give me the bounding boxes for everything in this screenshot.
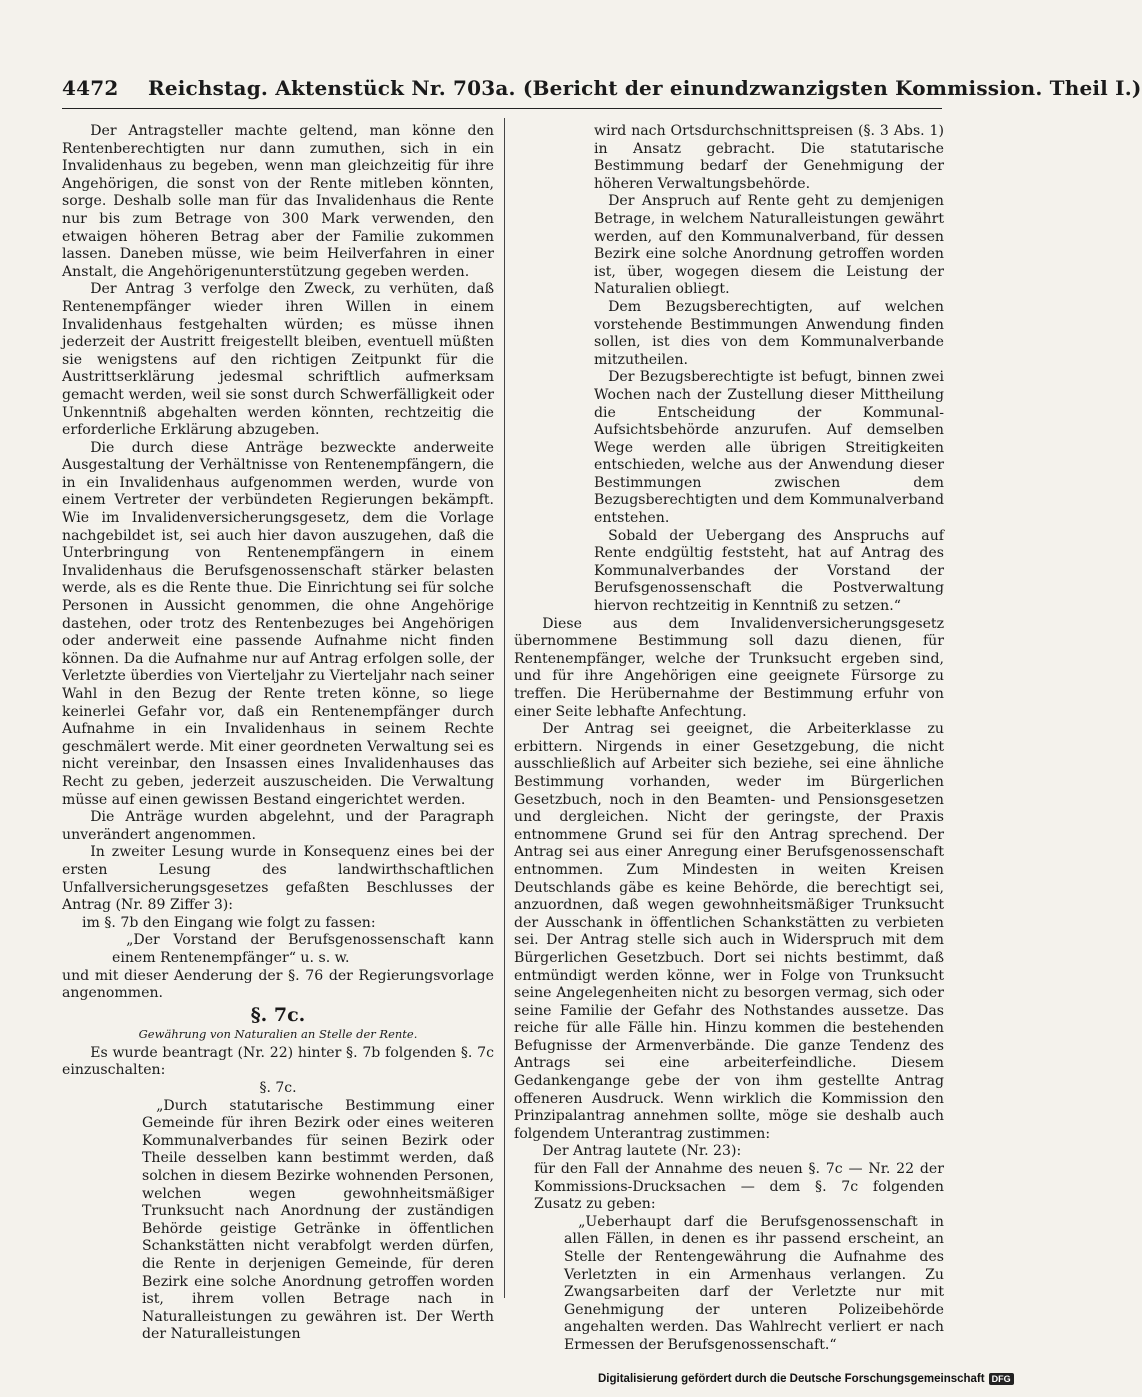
paragraph: und mit dieser Aenderung der §. 76 der Regierungsvorlage angenommen. [62,967,494,1002]
indented-line: im §. 7b den Eingang wie folgt zu fassen: [82,914,376,931]
indented-line: für den Fall der Annahme des neuen §. 7c — Nr. 22 der Kommissions-Drucksachen — dem §. 7c folgenden Zusatz zu geben: [534,1161,944,1213]
block-quote: Dem Bezugsberechtigten, auf welchen vorstehende Bestimmungen Anwendung finden sollen, ist dies von dem Kommunalverbande mitzutheilen. [594,298,944,368]
block-quote: Sobald der Uebergang des Anspruchs auf Rente endgültig feststeht, hat auf Antrag des Kommunalverbandes der Vorstand der Berufsgenossenschaft die Postverwaltung hiervon rechtzeitig in Kenntniß zu setzen.“ [594,527,944,615]
paragraph: Der Antragsteller machte geltend, man könne den Rentenberechtigten nur dann zumuthen, sich in ein Invalidenhaus zu begeben, wenn man gleichzeitig für ihre Angehörigen, die sonst von der Rente mitleben könnten, sorge. Deshalb solle man für das Invalidenhaus die Rente nur bis zum Betrage von 300 Mark verwenden, den etwaigen höheren Betrag aber der Familie zukommen lassen. Daneben müsse, wie beim Heilverfahren in einer Anstalt, die Angehörigenunterstützung gegeben werden. [62,123,494,280]
section-subtitle: Gewährung von Naturalien an Stelle der Rente. [138,1027,418,1042]
paragraph: Diese aus dem Invalidenversicherungsgesetz übernommene Bestimmung soll dazu dienen, für Rentenempfänger, welche der Trunksucht ergeben sind, und für ihre Angehörigen eine geeignete Fürsorge zu treffen. Die Herübernahme der Bestimmung erfuhr von einer Seite lebhafte Anfechtung. [514,615,944,720]
credit-text: Digitalisierung gefördert durch die Deutsche Forschungsgemeinschaft [598,1373,985,1385]
paragraph: Die durch diese Anträge bezweckte anderweite Ausgestaltung der Verhältnisse von Rentenempfängern, die in ein Invalidenhaus aufgenommen werden, wurde von einem Vertreter der verbündeten Regierungen bekämpft. Wie im Invalidenversicherungsgesetz, dem die Vorlage nachgebildet ist, sei auch hier davon auszugehen, daß die Unterbringung von Rentenempfängern in einem Invalidenhaus die Berufsgenossenschaft stärker belasten werde, als es die Rente thue. Die Einrichtung sei für solche Personen in Aussicht genommen, die ohne Angehörige dastehen, oder trotz des Rentenbezuges bei Angehörigen oder anderweit eine passende Aufnahme nicht finden können. Da die Aufnahme nur auf Antrag erfolgen solle, der Verletzte überdies von Vierteljahr zu Vierteljahr nach seiner Wahl in den Bezug der Rente treten könne, so liege keinerlei Gefahr vor, daß ein Rentenempfänger durch Aufnahme in ein Invalidenhaus in seinem Rechte geschmälert werde. Mit einer geordneten Verwaltung sei es nicht vereinbar, den Insassen eines Invalidenhauses das Recht zu geben, jederzeit auszuscheiden. Die Verwaltung müsse auf einen gewissen Bestand eingerichtet werden. [62,439,494,808]
sub-heading: §. 7c. [259,1080,297,1097]
left-column [62,123,494,1344]
block-quote: Der Bezugsberechtigte ist befugt, binnen zwei Wochen nach der Zustellung dieser Mittheilung die Entscheidung der Kommunal-Aufsichtsbehörde anzurufen. Auf demselben Wege werden alle übrigen Streitigkeiten entschieden, welche aus der Anwendung dieser Bestimmungen zwischen dem Bezugsberechtigten und dem Kommunalverband entstehen. [594,369,944,527]
paragraph: Die Anträge wurden abgelehnt, und der Paragraph unverändert angenommen. [62,809,494,843]
paragraph: Der Antrag sei geeignet, die Arbeiterklasse zu erbittern. Nirgends in einer Gesetzgebung, die nicht ausschließlich auf Arbeiter sich beziehe, sei eine ähnliche Bestimmung vorhanden, weder im Bürgerlichen Gesetzbuch, noch in den Beamten- und Pensionsgesetzen und dergleichen. Nicht der geringste, der Praxis entnommene Grund sei für den Antrag sprechend. Der Antrag sei aus einer Anregung einer Berufsgenossenschaft entnommen. Zum Mindesten in weiten Kreisen Deutschlands gäbe es keine Behörde, die berechtigt sei, anzuordnen, daß wegen gewohnheitsmäßiger Trunksucht der Ausschank in öffentlichen Schankstätten zu verbieten sei. Der Antrag stelle sich auch in Widerspruch mit dem Bürgerlichen Gesetzbuch. Dort sei nichts bestimmt, daß entmündigt werden könne, wer in Folge von Trunksucht seine Angelegenheiten nicht zu besorgen vermag, sich oder seine Familie der Gefahr des Nothstandes aussetze. Das reiche für alle Fälle hin. Hinzu kommen die bestehenden Befugnisse der Armenverbände. Die ganze Tendenz des Antrags sei eine arbeiterfeindliche. Diesem Gedankengange gebe der von ihm gestellte Antrag offeneren Ausdruck. Wenn wirklich die Kommission den Prinzipalantrag annehmen sollte, möge sie deshalb auch folgendem Unterantrag zustimmen: [514,721,944,1142]
page-number: 4472 [62,76,119,100]
paragraph: Der Antrag 3 verfolge den Zweck, zu verhüten, daß Rentenempfänger wieder ihren Willen in einem Invalidenhaus festgehalten würden; es müsse ihnen jederzeit der Austritt freigestellt bleiben, eventuell müßten sie wenigstens auf den richtigen Zeitpunkt für die Austrittserklärung jedesmal schriftlich aufmerksam gemacht werden, weil sie sonst durch Schwerfälligkeit oder Unkenntniß abgehalten werden könnten, rechtzeitig die erforderliche Erklärung abzugeben. [62,281,494,439]
dfg-logo: DFG [989,1373,1014,1385]
block-quote: wird nach Ortsdurchschnittspreisen (§. 3 Abs. 1) in Ansatz gebracht. Die statutarische Bestimmung bedarf der Genehmigung der höheren Verwaltungsbehörde. [594,123,944,192]
paragraph: In zweiter Lesung wurde in Konsequenz eines bei der ersten Lesung des landwirthschaftlichen Unfallversicherungsgesetzes gefaßten Beschlusses der Antrag (Nr. 89 Ziffer 3): [62,844,494,914]
block-quote: „Ueberhaupt darf die Berufsgenossenschaft in allen Fällen, in denen es ihr passend erscheint, an Stelle der Rentengewährung die Aufnahme des Verletzten in ein Armenhaus verlangen. Zu Zwangsarbeiten darf der Verletzte nur mit Genehmigung der unteren Polizeibehörde angehalten werden. Das Wahlrecht verliert er nach Ermessen der Berufsgenossenschaft.“ [564,1213,944,1353]
header-rule [62,108,942,109]
section-heading: §. 7c. [250,1003,306,1026]
block-quote: „Durch statutarische Bestimmung einer Gemeinde für ihren Bezirk oder eines weiteren Kommunalverbandes für seinen Bezirk oder Theile desselben kann bestimmt werden, daß solchen in diesem Bezirke wohnenden Personen, welchen wegen gewohnheitsmäßiger Trunksucht nach Anordnung der zuständigen Behörde geistige Getränke in öffentlichen Schankstätten nicht verabfolgt werden dürfen, die Rente in derjenigen Gemeinde, für deren Bezirk eine solche Anordnung getroffen worden ist, ihrem vollen Betrage nach in Naturalleistungen zu gewähren ist. Der Werth der Naturalleistungen [142,1097,494,1343]
paragraph: Der Antrag lautete (Nr. 23): [542,1143,742,1160]
column-divider [504,118,505,1298]
block-quote: Der Anspruch auf Rente geht zu demjenigen Betrage, in welchem Naturalleistungen gewährt werden, auf den Kommunalverband, für dessen Bezirk eine solche Anordnung getroffen worden ist, über, wogegen diesem die Leistung der Naturalien obliegt. [594,193,944,298]
running-header [62,68,1142,108]
header-title: Reichstag. Aktenstück Nr. 703a. (Bericht der einundzwanzigsten Kommission. Theil I.) [148,76,1142,100]
paragraph: Es wurde beantragt (Nr. 22) hinter §. 7b folgenden §. 7c einzuschalten: [62,1044,494,1079]
block-quote: „Der Vorstand der Berufsgenossenschaft kann einem Rentenempfänger“ u. s. w. [112,932,494,966]
right-column [514,123,944,1355]
digitization-credit [598,1373,1014,1385]
